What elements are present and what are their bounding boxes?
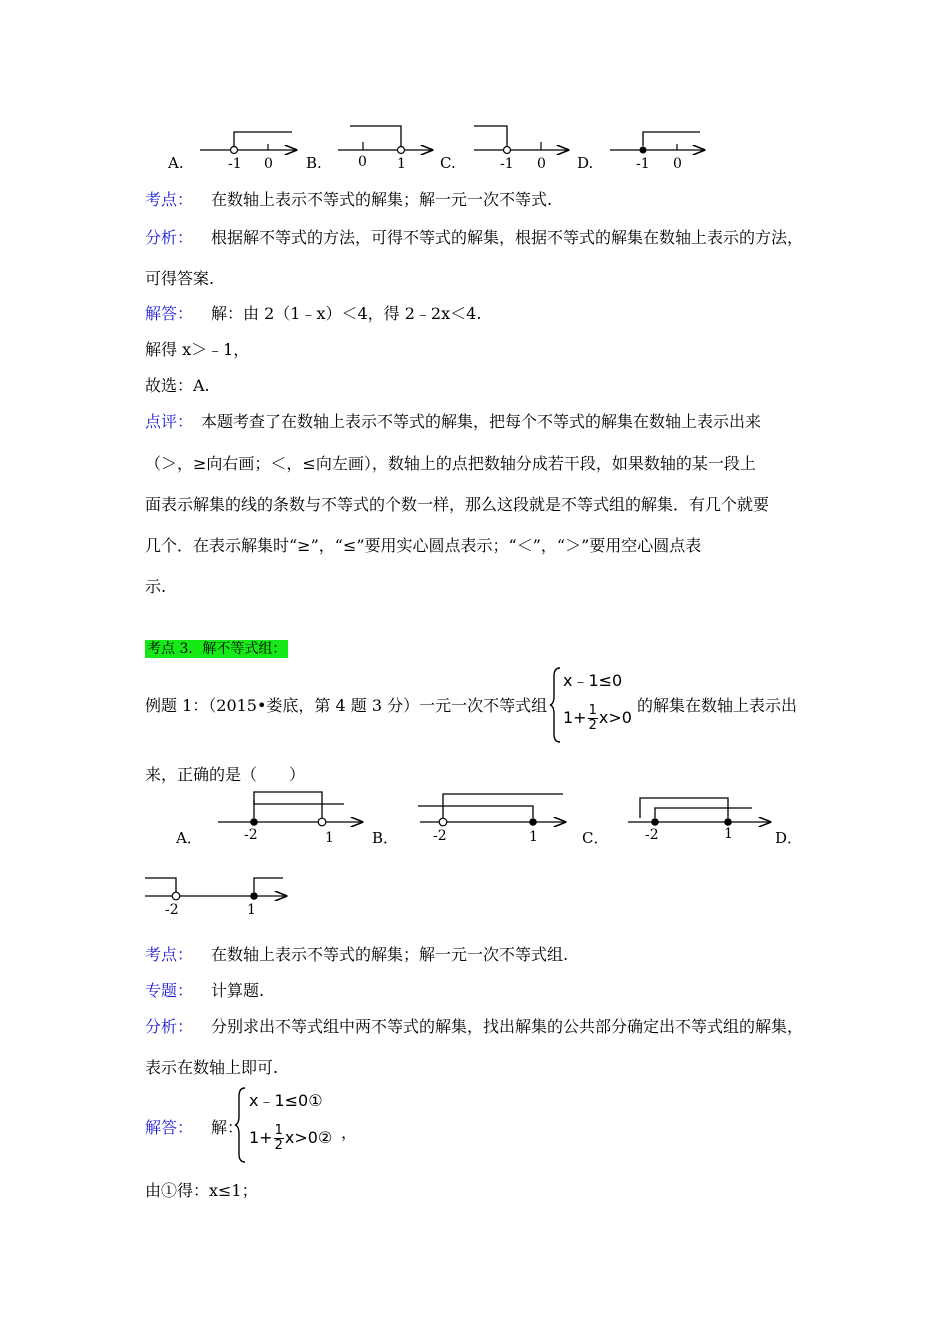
q1-line-fenxi-cont — [145, 266, 214, 289]
line-text: 分别求出不等式组中两不等式的解集，找出解集的公共部分确定出不等式组的解集， — [211, 1017, 804, 1036]
q1-line-fenxi — [145, 225, 803, 248]
q1-line-dianping-4 — [145, 533, 701, 556]
number-line-a — [200, 132, 296, 172]
ex-line-fenxi-cont — [145, 1055, 278, 1078]
q1-number-lines — [0, 118, 950, 178]
sys-part: x>0 — [598, 708, 632, 727]
label-jieda: 解答： — [145, 1118, 194, 1137]
axis-label: -2 — [645, 827, 659, 843]
line-text: 面表示解集的线的条数与不等式的个数一样，那么这段就是不等式组的解集．有几个就要 — [145, 495, 770, 514]
answer-system-line-1: x﹣1≤0① — [249, 1091, 323, 1110]
axis-label: 0 — [264, 156, 273, 172]
sys-part: 1+ — [563, 708, 587, 727]
line-text: 在数轴上表示不等式的解集；解一元一次不等式组. — [211, 945, 569, 964]
line-text: 计算题. — [211, 981, 265, 1000]
axis-label: 1 — [397, 156, 406, 172]
option-a-label: A. — [168, 154, 184, 172]
brace-icon — [234, 1086, 248, 1164]
q1-line-dianping-2 — [145, 451, 756, 474]
example-cont: 来，正确的是（ ） — [145, 765, 306, 784]
example-system-line-2 — [563, 704, 632, 733]
label-kaodian: 考点： — [145, 945, 194, 964]
number-line-b — [338, 126, 432, 172]
ex-line-fenxi — [145, 1014, 803, 1037]
q1-line-answer — [145, 373, 210, 396]
line-text: 解得 x＞﹣1， — [145, 340, 250, 359]
fraction-num: 1 — [588, 703, 597, 718]
example-system-line-1: x﹣1≤0 — [563, 671, 623, 690]
q1-line-kaodian — [145, 187, 552, 210]
fraction-den: 2 — [588, 718, 597, 733]
q1-line-jieda — [145, 301, 481, 324]
line-text: 本题考查了在数轴上表示不等式的解集，把每个不等式的解集在数轴上表示出来 — [201, 412, 762, 431]
fraction — [274, 1124, 284, 1153]
ex-option-d-label: D． — [775, 829, 803, 847]
axis-label: 0 — [673, 156, 682, 172]
option-d-label: D. — [577, 154, 594, 172]
fraction-den: 2 — [274, 1138, 283, 1153]
axis-label: -2 — [433, 828, 447, 844]
fraction-num: 1 — [274, 1123, 283, 1138]
answer-system-line-2 — [249, 1124, 332, 1153]
ex-line-zhuanti — [145, 978, 264, 1001]
line-text: 根据解不等式的方法，可得不等式的解集，根据不等式的解集在数轴上表示的方法， — [211, 228, 804, 247]
example-suffix: 的解集在数轴上表示出 — [637, 696, 798, 715]
axis-label: 1 — [529, 829, 538, 845]
ex-number-line-d — [145, 878, 286, 918]
option-b-label: B. — [306, 154, 322, 172]
number-line-c — [474, 126, 568, 172]
label-fenxi: 分析： — [145, 1017, 194, 1036]
axis-label: -2 — [244, 827, 258, 843]
label-dianping: 点评： — [145, 412, 194, 431]
ex-line-jieda — [145, 1115, 243, 1138]
fraction — [588, 704, 598, 733]
line-text: （＞，≥向右画；＜，≤向左画），数轴上的点把数轴分成若干段，如果数轴的某一段上 — [145, 454, 756, 473]
line-text: 可得答案. — [145, 269, 215, 288]
answer-comma: ， — [341, 1123, 358, 1142]
axis-label: -1 — [500, 156, 514, 172]
sys-part: x>0② — [284, 1128, 333, 1147]
label-zhuanti: 专题： — [145, 981, 194, 1000]
option-c-label: C. — [440, 154, 456, 172]
section-heading-text: 考点 3．解不等式组： — [147, 641, 287, 657]
label-jieda: 解答： — [145, 304, 194, 323]
axis-label: 0 — [537, 156, 546, 172]
axis-label: 0 — [358, 154, 367, 170]
example-prefix: 例题 1：（2015•娄底，第 4 题 3 分）一元一次不等式组 — [145, 696, 548, 715]
section-heading — [145, 638, 288, 658]
axis-label: 1 — [247, 902, 256, 918]
axis-label: 1 — [325, 830, 334, 846]
line-text: 表示在数轴上即可. — [145, 1058, 279, 1077]
axis-label: -2 — [165, 902, 179, 918]
sys-part: 1+ — [249, 1128, 273, 1147]
line-text: 故选：A. — [145, 376, 210, 395]
axis-label: -1 — [636, 156, 650, 172]
axis-label: 1 — [724, 826, 733, 842]
example-number-lines — [0, 760, 950, 920]
label-kaodian: 考点： — [145, 190, 194, 209]
answer-word: 解： — [211, 1118, 244, 1137]
q1-line-solve — [145, 337, 249, 360]
line-text: 示. — [145, 577, 167, 596]
brace-icon — [549, 666, 563, 744]
ex-option-b-label: B． — [372, 829, 399, 847]
number-line-d — [610, 132, 704, 172]
label-fenxi: 分析： — [145, 228, 194, 247]
line-text: 在数轴上表示不等式的解集；解一元一次不等式. — [211, 190, 553, 209]
q1-line-dianping — [145, 409, 761, 432]
line-text: 几个．在表示解集时“≥”，“≤”要用实心圆点表示；“＜”，“＞”要用空心圆点表 — [145, 536, 702, 555]
ex-option-c-label: C． — [582, 829, 609, 847]
ex-line-kaodian — [145, 942, 568, 965]
q1-line-dianping-5 — [145, 574, 166, 597]
ex-line-last: 由①得：x≤1； — [145, 1181, 258, 1200]
q1-line-dianping-3 — [145, 492, 769, 515]
ex-number-line-b — [418, 794, 565, 845]
ex-option-a-label: A． — [176, 829, 202, 847]
ex-number-line-c — [628, 798, 770, 843]
line-text: 解：由 2（1﹣x）＜4，得 2﹣2x＜4. — [211, 304, 482, 323]
axis-label: -1 — [228, 156, 242, 172]
ex-number-line-a — [218, 792, 362, 846]
